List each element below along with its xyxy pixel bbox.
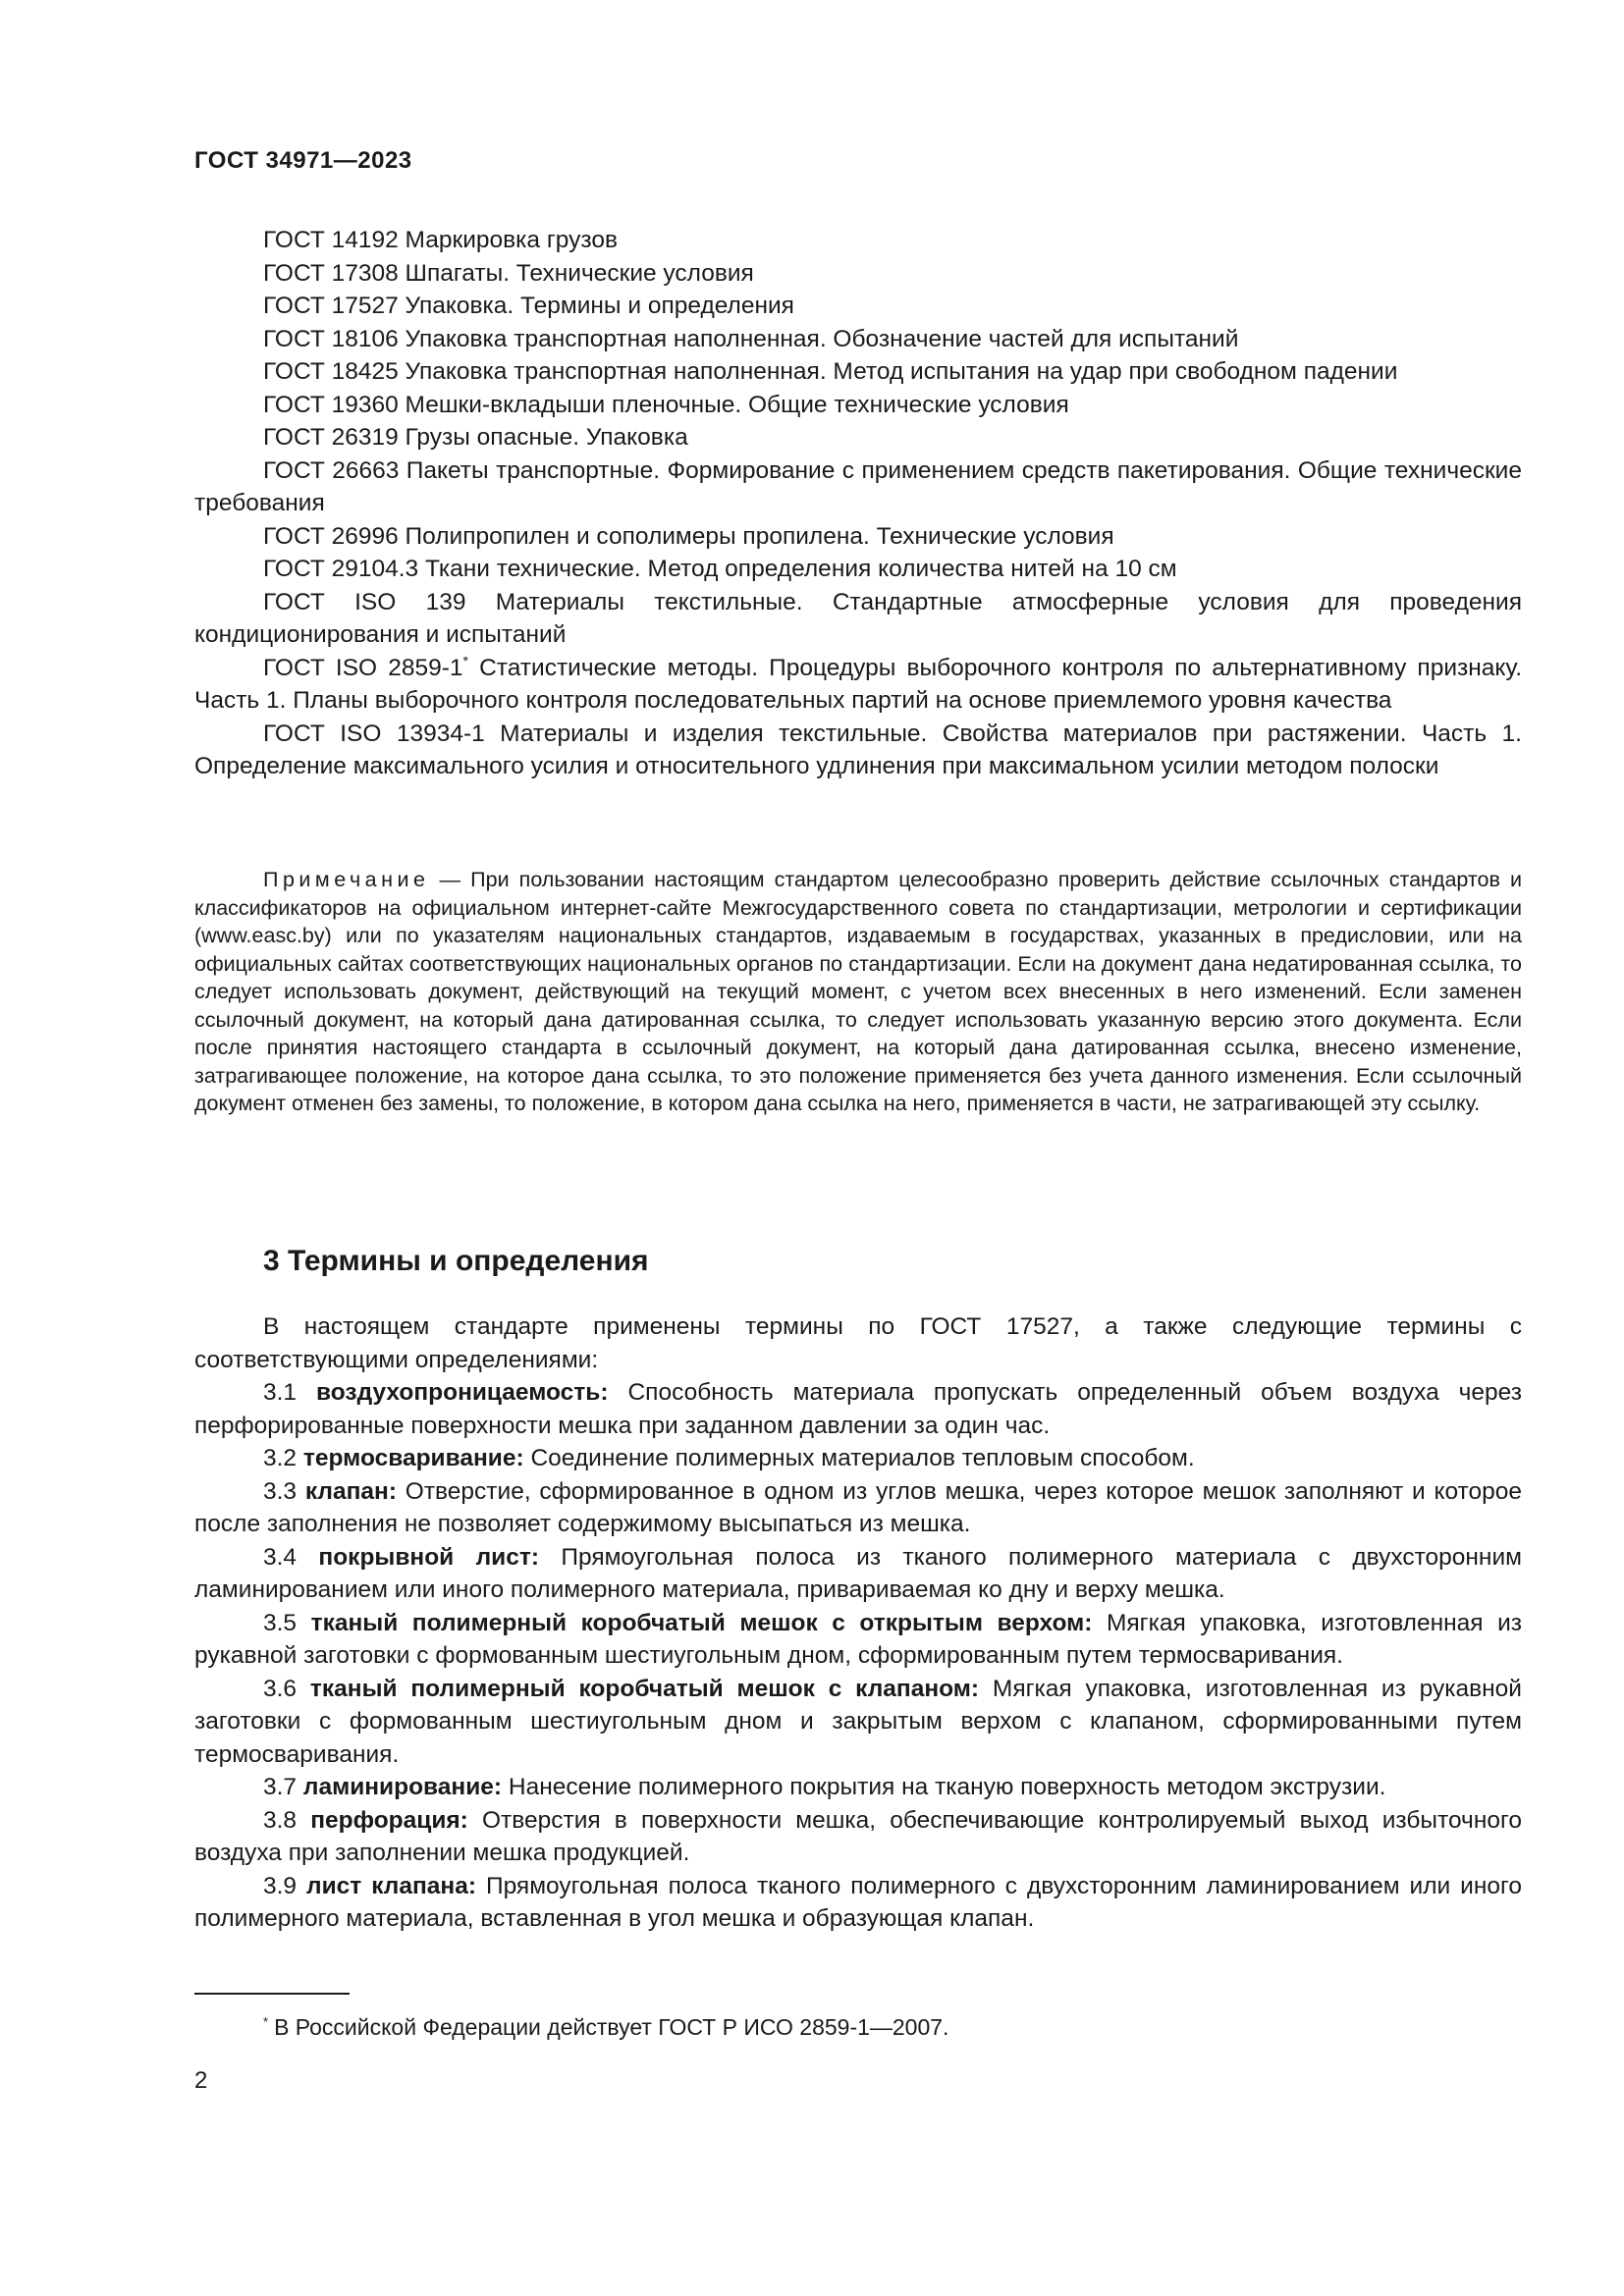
term-name: тканый полимерный коробчатый мешок с открытым верхом: <box>310 1609 1093 1636</box>
reference-item: ГОСТ 14192 Маркировка грузов <box>263 227 618 253</box>
reference-item: ГОСТ 29104.3 Ткани технические. Метод определения количества нитей на 10 см <box>263 556 1177 582</box>
term-number: 3.5 <box>263 1609 298 1636</box>
term-number: 3.4 <box>263 1543 298 1571</box>
term-entry <box>194 1376 1522 1442</box>
document-code: ГОСТ 34971—2023 <box>194 147 412 174</box>
reference-item: ГОСТ 17308 Шпагаты. Технические условия <box>263 259 754 287</box>
page-number: 2 <box>194 2067 208 2094</box>
term-definition: Прямоугольная полоса тканого полимерного с двухсторонним ламинированием или иного полимерного материала, вставленная в угол мешка и образующая клапан. <box>194 1872 1522 1932</box>
term-definition: Соединение полимерных материалов тепловым способом. <box>530 1445 1195 1471</box>
term-name: воздухопроницаемость: <box>316 1379 609 1406</box>
term-entry <box>194 1475 1522 1541</box>
term-definition: Прямоугольная полоса из тканого полимерного материала с двухсторонним ламинированием или иного полимерного материала, привариваемая ко дну и верху мешка. <box>194 1543 1522 1603</box>
term-entry <box>194 1442 1522 1475</box>
reference-item: ГОСТ 18106 Упаковка транспортная наполненная. Обозначение частей для испытаний <box>263 325 1239 352</box>
reference-item: ГОСТ 26996 Полипропилен и сополимеры пропилена. Технические условия <box>263 522 1114 550</box>
footnote-separator <box>194 1993 350 1995</box>
footnote-text: В Российской Федерации действует ГОСТ Р ИСО 2859-1—2007. <box>274 2014 949 2040</box>
term-definition: Нанесение полимерного покрытия на тканую поверхность методом экструзии. <box>508 1774 1386 1800</box>
note-dash: — <box>429 868 471 891</box>
term-number: 3.6 <box>263 1675 298 1702</box>
term-entry <box>194 1771 1522 1804</box>
term-entry <box>194 1804 1522 1870</box>
term-name: ламинирование: <box>302 1774 503 1800</box>
term-number: 3.9 <box>263 1872 298 1899</box>
term-number: 3.2 <box>263 1445 298 1471</box>
term-name: клапан: <box>304 1477 397 1505</box>
note-paragraph <box>194 866 1522 1118</box>
term-entry <box>194 1870 1522 1936</box>
section-heading: 3 Термины и определения <box>263 1245 649 1277</box>
term-number: 3.1 <box>263 1379 298 1406</box>
term-number: 3.7 <box>263 1774 298 1800</box>
term-name: покрывной лист: <box>318 1543 539 1571</box>
footnote <box>263 2014 948 2041</box>
footnote-marker: * <box>263 2014 269 2029</box>
term-name: лист клапана: <box>306 1872 476 1899</box>
reference-item: ГОСТ 26663 Пакеты транспортные. Формирование с применением средств пакетирования. Общие технические требования <box>194 456 1522 516</box>
term-name: перфорация: <box>310 1806 468 1834</box>
reference-title: Статистические методы. Процедуры выборочного контроля по альтернативному признаку. Часть 1. Планы выборочного контроля последовательных партий на основе приемлемого уровня качества <box>194 654 1522 714</box>
term-name: тканый полимерный коробчатый мешок с клапаном: <box>309 1675 980 1702</box>
normative-references-list <box>194 224 1522 783</box>
term-definition: Способность материала пропускать определенный объем воздуха через перфорированные поверхности мешка при заданном давлении за один час. <box>194 1379 1522 1439</box>
term-entry <box>194 1673 1522 1772</box>
term-definition: Отверстие, сформированное в одном из углов мешка, через которое мешок заполняют и которое после заполнения не позволяет содержимому высыпаться из мешка. <box>194 1477 1522 1537</box>
reference-item: ГОСТ ISO 139 Материалы текстильные. Стандартные атмосферные условия для проведения кондиционирования и испытаний <box>194 588 1522 648</box>
reference-item: ГОСТ 17527 Упаковка. Термины и определения <box>263 293 794 319</box>
term-number: 3.3 <box>263 1477 298 1505</box>
term-definition: Мягкая упаковка, изготовленная из рукавной заготовки с формованным шестиугольным дном и закрытым верхом с клапаном, сформированными путем термосваривания. <box>194 1675 1522 1768</box>
reference-item <box>194 652 1522 718</box>
reference-item: ГОСТ ISO 13934-1 Материалы и изделия текстильные. Свойства материалов при растяжении. Часть 1. Определение максимального усилия и относительного удлинения при максимальном усилии методом полоски <box>194 720 1522 779</box>
reference-item: ГОСТ 19360 Мешки-вкладыши пленочные. Общие технические условия <box>263 391 1069 418</box>
term-definition: Мягкая упаковка, изготовленная из рукавной заготовки с формованным шестиугольным дном, сформированным путем термосваривания. <box>194 1609 1523 1669</box>
section-intro: В настоящем стандарте применены термины по ГОСТ 17527, а также следующие термины с соответствующими определениями: <box>194 1313 1522 1373</box>
reference-item: ГОСТ 18425 Упаковка транспортная наполненная. Метод испытания на удар при свободном падении <box>263 358 1398 385</box>
term-definition: Отверстия в поверхности мешка, обеспечивающие контролируемый выход избыточного воздуха при заполнении мешка продукцией. <box>194 1806 1522 1866</box>
footnote-marker: * <box>462 652 468 668</box>
reference-code: ГОСТ ISO 2859-1 <box>263 654 463 681</box>
reference-item: ГОСТ 26319 Грузы опасные. Упаковка <box>263 424 688 451</box>
note-label: Примечание <box>263 868 430 891</box>
term-entry <box>194 1541 1522 1607</box>
note-text: При пользовании настоящим стандартом целесообразно проверить действие ссылочных стандартов и классификаторов на официальном интернет-сайте Межгосударственного совета по стандартизации, метрологии и сертификации (www.easc.by) или по указателям национальных стандартов, издаваемым в государствах, указанных в предисловии, или на официальных сайтах соответствующих национальных органов по стандартизации. Если на документ дана недатированная ссылка, то следует использовать документ, действующий на текущий момент, с учетом всех внесенных в него изменений. Если заменен ссылочный документ, на который дана датированная ссылка, то следует использовать указанную версию этого документа. Если после принятия настоящего стандарта в ссылочный документ, на который дана датированная ссылка, внесено изменение, затрагивающее положение, на которое дана ссылка, то это положение применяется без учета данного изменения. Если ссылочный документ отменен без замены, то положение, в котором дана ссылка на него, применяется в части, не затрагивающей эту ссылку. <box>194 868 1522 1115</box>
term-entry <box>194 1607 1522 1673</box>
terms-list <box>194 1310 1522 1936</box>
term-name: термосваривание: <box>302 1445 524 1471</box>
term-number: 3.8 <box>263 1806 298 1834</box>
